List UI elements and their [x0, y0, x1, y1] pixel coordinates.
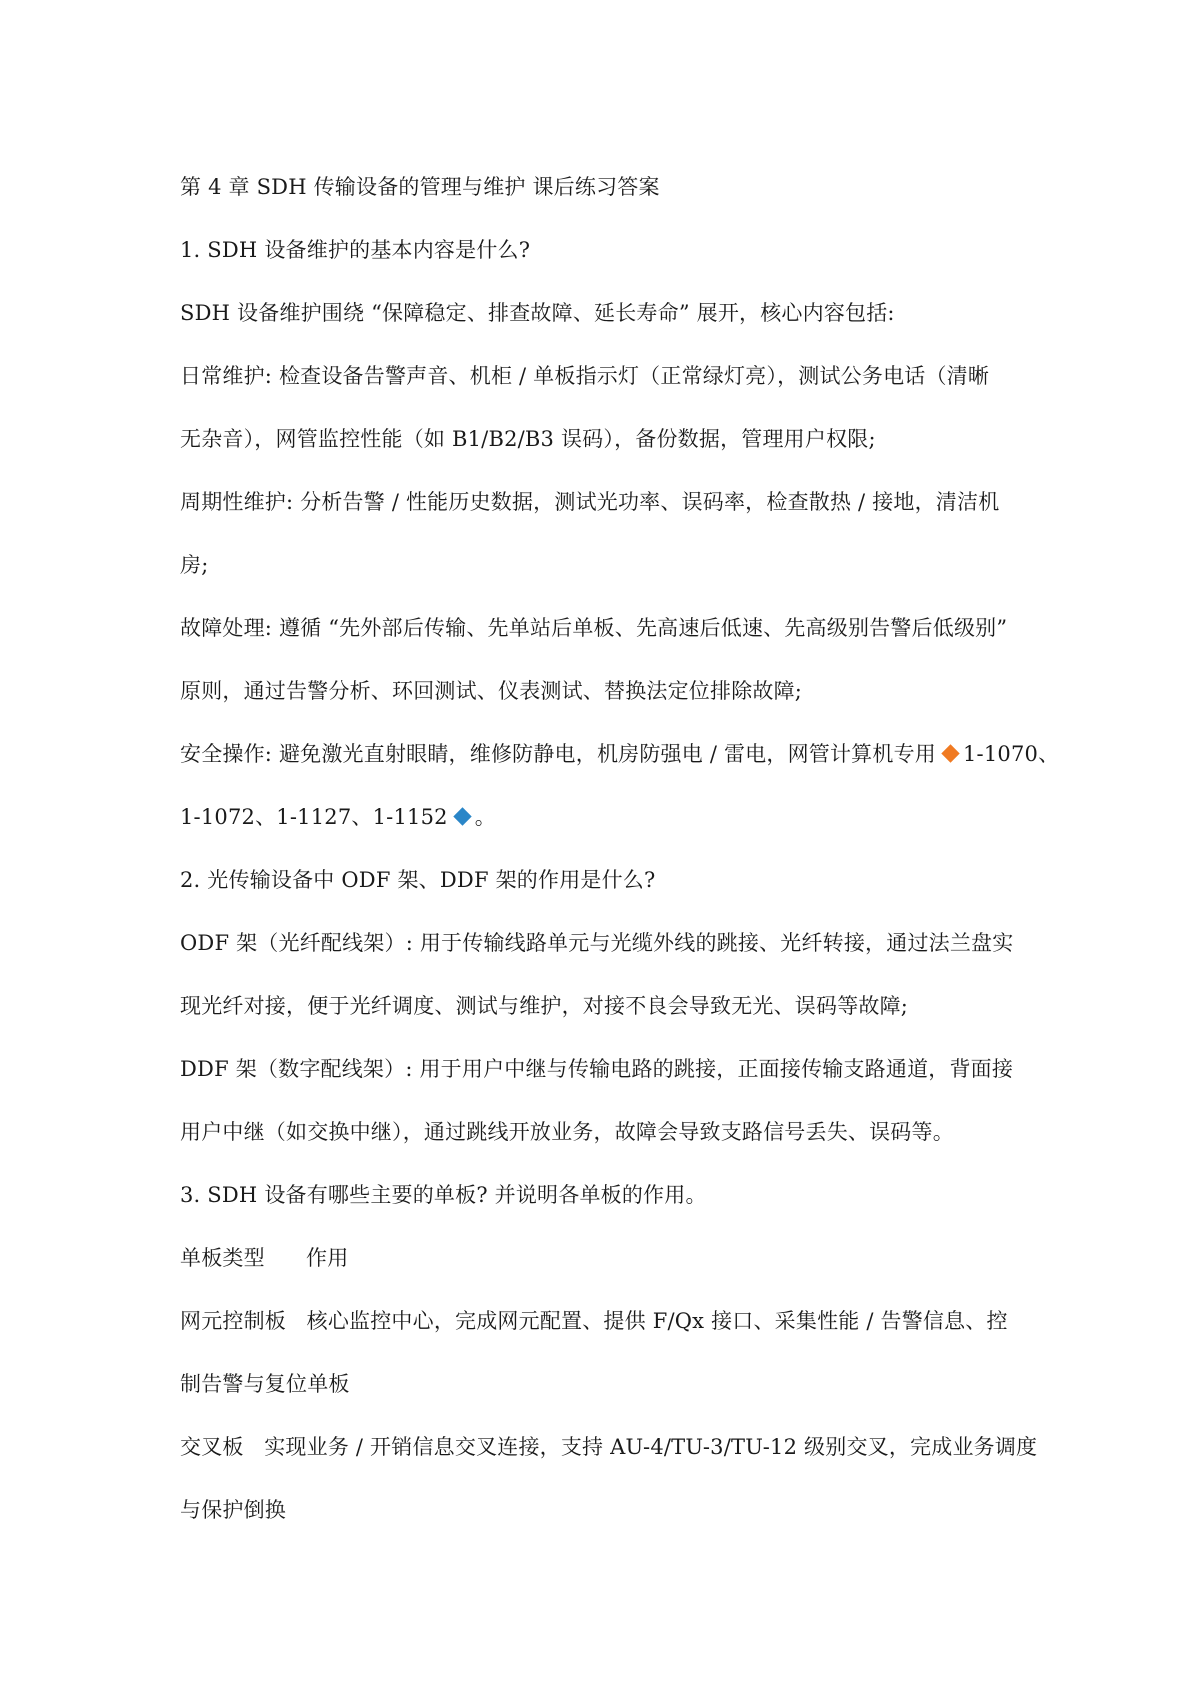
- document-body: [180, 156, 1060, 1542]
- q1-daily-line-2: 无杂音），网管监控性能（如 B1/B2/B3 误码），备份数据，管理用户权限;: [180, 427, 876, 451]
- q1-fault-line-2: 原则，通过告警分析、环回测试、仪表测试、替换法定位排除故障;: [180, 679, 803, 703]
- q1-safety-end: 。: [474, 805, 496, 829]
- q1-daily-line-1: 日常维护: 检查设备告警声音、机柜 / 单板指示灯（正常绿灯亮），测试公务电话（清晰: [180, 364, 990, 388]
- question-3: 3. SDH 设备有哪些主要的单板? 并说明各单板的作用。: [180, 1183, 707, 1207]
- q3-cross-line-2: 与保护倒换: [180, 1498, 286, 1522]
- q1-intro: SDH 设备维护围绕 “保障稳定、排查故障、延长寿命” 展开，核心内容包括:: [180, 301, 895, 325]
- q3-ne-control-line-1: 网元控制板 核心监控中心，完成网元配置、提供 F/Qx 接口、采集性能 / 告警信息、控: [180, 1309, 1008, 1333]
- blue-diamond-icon: [453, 807, 471, 825]
- orange-diamond-icon: [941, 744, 959, 762]
- q2-ddf-line-2: 用户中继（如交换中继），通过跳线开放业务，故障会导致支路信号丢失、误码等。: [180, 1120, 954, 1144]
- question-2: 2. 光传输设备中 ODF 架、DDF 架的作用是什么?: [180, 868, 656, 892]
- q1-safety-text: 安全操作: 避免激光直射眼睛，维修防静电，机房防强电 / 雷电，网管计算机专用: [180, 742, 936, 766]
- q3-table-header: 单板类型 作用: [180, 1246, 349, 1270]
- q1-periodic-line-1: 周期性维护: 分析告警 / 性能历史数据，测试光功率、误码率，检查散热 / 接地，清洁机: [180, 490, 1000, 514]
- q3-ne-control-line-2: 制告警与复位单板: [180, 1372, 350, 1396]
- q3-cross-line-1: 交叉板 实现业务 / 开销信息交叉连接，支持 AU-4/TU-3/TU-12 级别交叉，完成业务调度: [180, 1435, 1038, 1459]
- q1-safety-line-2: [180, 786, 1020, 849]
- q1-periodic-line-2: 房;: [180, 553, 209, 577]
- q2-ddf-line-1: DDF 架（数字配线架）: 用于用户中继与传输电路的跳接，正面接传输支路通道，背面接: [180, 1057, 1014, 1081]
- q1-safety-line-1: [180, 723, 1060, 786]
- question-1: 1. SDH 设备维护的基本内容是什么?: [180, 238, 531, 262]
- chapter-title: 第 4 章 SDH 传输设备的管理与维护 课后练习答案: [180, 175, 660, 199]
- q1-safety-ref-start: 1-1070、: [962, 742, 1060, 766]
- q1-fault-line-1: 故障处理: 遵循 “先外部后传输、先单站后单板、先高速后低速、先高级别告警后低级别”: [180, 616, 1008, 640]
- q2-odf-line-1: ODF 架（光纤配线架）: 用于传输线路单元与光缆外线的跳接、光纤转接，通过法兰盘实: [180, 931, 1014, 955]
- q2-odf-line-2: 现光纤对接，便于光纤调度、测试与维护，对接不良会导致无光、误码等故障;: [180, 994, 909, 1018]
- q1-safety-ref-list: 1-1072、1-1127、1-1152: [180, 805, 448, 829]
